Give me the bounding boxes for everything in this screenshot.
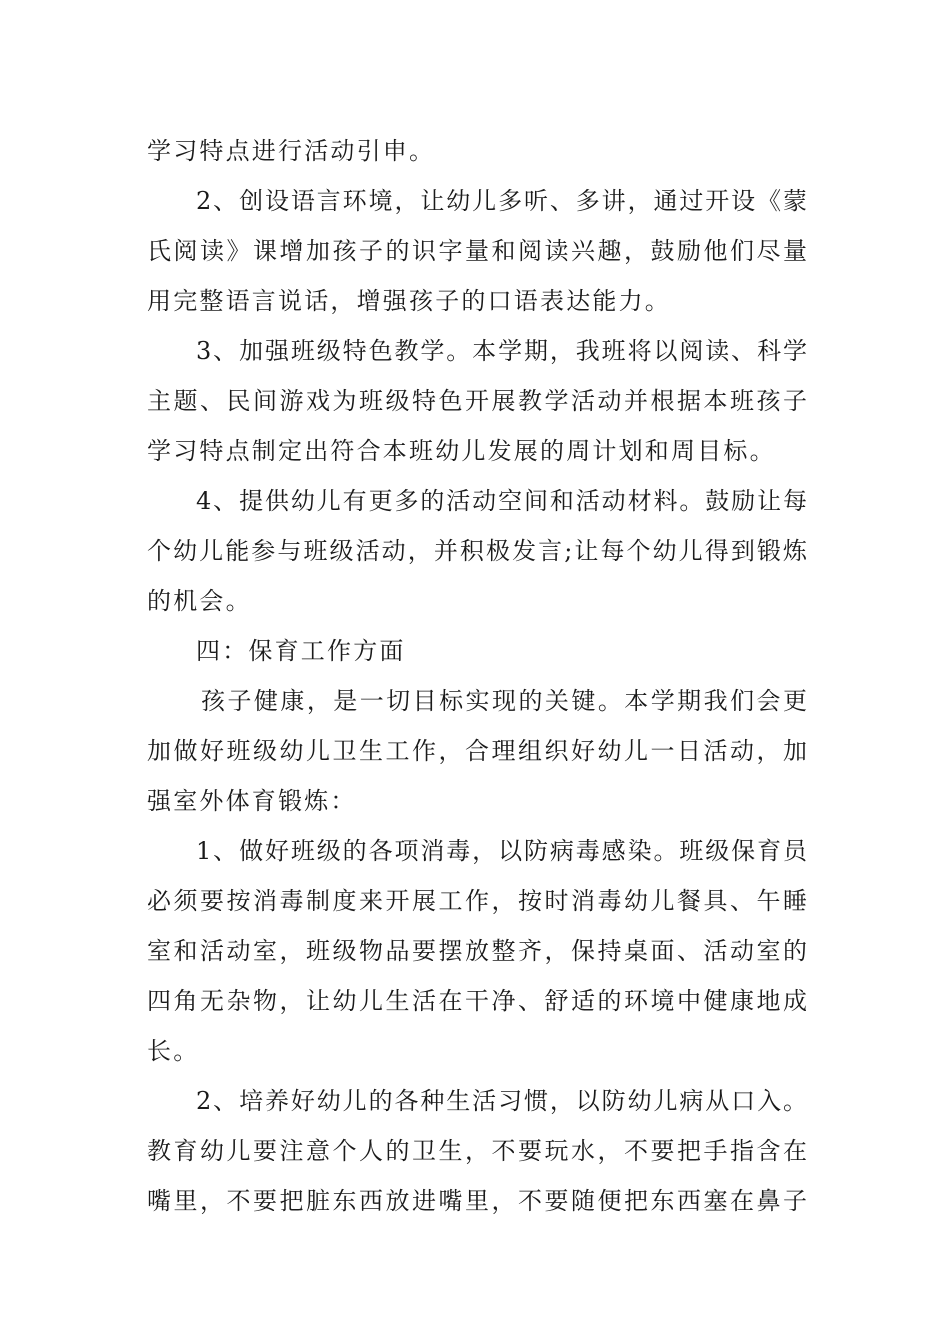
text-line: 2、创设语言环境，让幼儿多听、多讲，通过开设《蒙 (196, 187, 807, 215)
text-line: 嘴里，不要把脏东西放进嘴里，不要随便把东西塞在鼻子 (147, 1187, 807, 1215)
text-line: 用完整语言说话，增强孩子的口语表达能力。 (147, 287, 671, 315)
text-line: 3、加强班级特色教学。本学期，我班将以阅读、科学 (196, 337, 807, 365)
text-line: 孩子健康，是一切目标实现的关键。本学期我们会更 (201, 687, 807, 715)
text-line: 教育幼儿要注意个人的卫生，不要玩水，不要把手指含在 (147, 1137, 807, 1165)
section-heading: 四：保育工作方面 (196, 637, 406, 665)
text-line: 强室外体育锻炼： (147, 787, 357, 815)
text-line: 氏阅读》课增加孩子的识字量和阅读兴趣，鼓励他们尽量 (147, 237, 807, 265)
text-line: 的机会。 (147, 587, 252, 615)
text-line: 2、培养好幼儿的各种生活习惯，以防幼儿病从口入。 (196, 1087, 807, 1115)
text-line: 四角无杂物，让幼儿生活在干净、舒适的环境中健康地成 (147, 987, 807, 1015)
text-line: 必须要按消毒制度来开展工作，按时消毒幼儿餐具、午睡 (147, 887, 807, 915)
text-line: 室和活动室，班级物品要摆放整齐，保持桌面、活动室的 (147, 937, 807, 965)
text-line: 主题、民间游戏为班级特色开展教学活动并根据本班孩子 (147, 387, 807, 415)
text-line: 长。 (147, 1037, 200, 1065)
text-line: 学习特点进行活动引申。 (147, 137, 436, 165)
text-line: 个幼儿能参与班级活动，并积极发言;让每个幼儿得到锻炼 (147, 537, 807, 565)
text-line: 4、提供幼儿有更多的活动空间和活动材料。鼓励让每 (196, 487, 807, 515)
text-line: 1、做好班级的各项消毒，以防病毒感染。班级保育员 (196, 837, 807, 865)
text-line: 加做好班级幼儿卫生工作，合理组织好幼儿一日活动，加 (147, 737, 807, 765)
text-line: 学习特点制定出符合本班幼儿发展的周计划和周目标。 (147, 437, 776, 465)
